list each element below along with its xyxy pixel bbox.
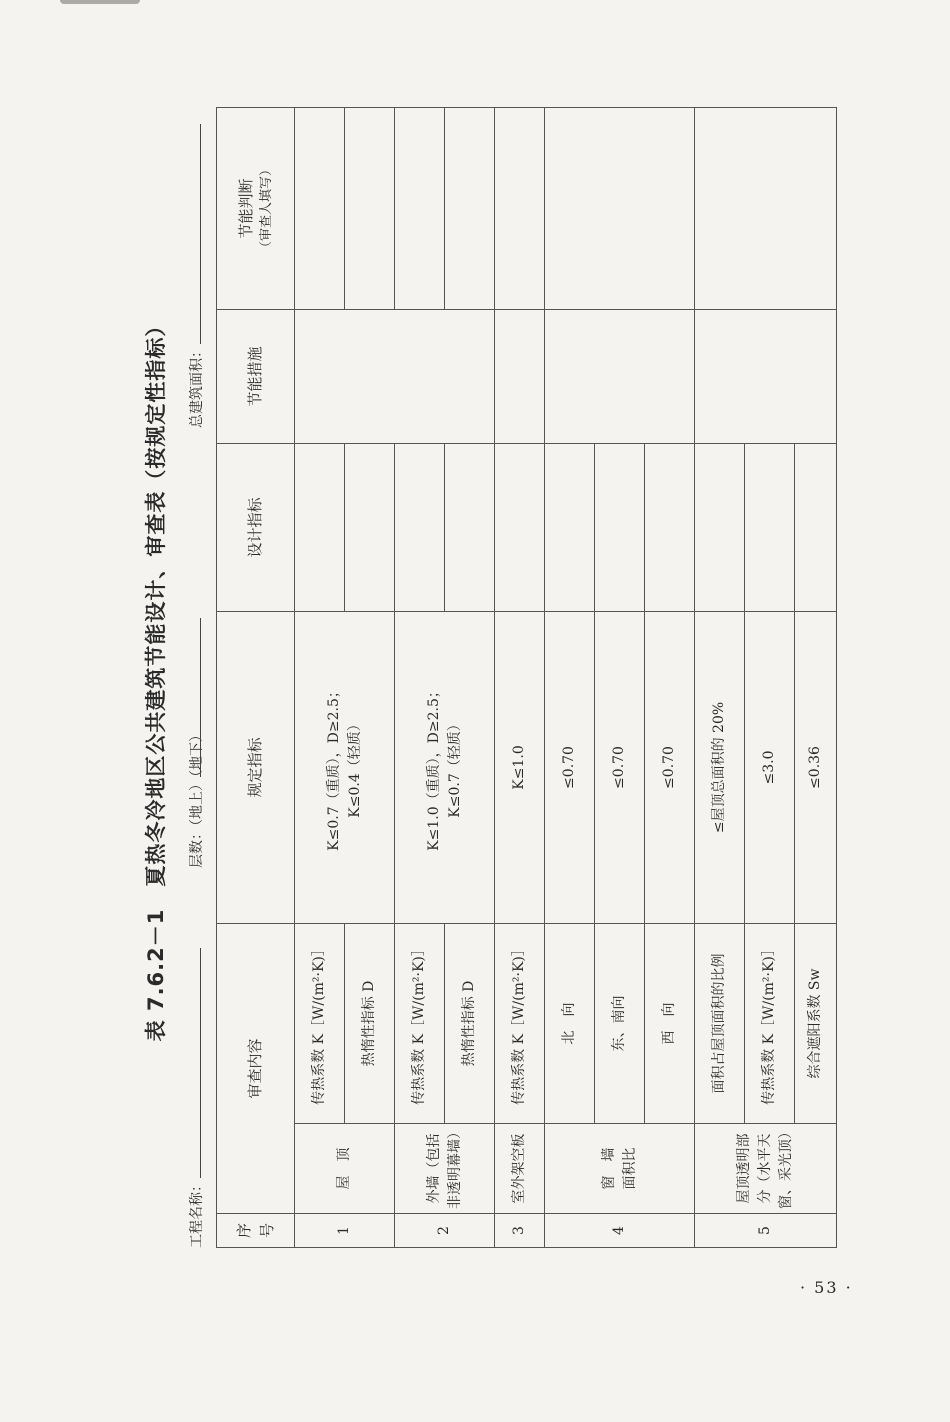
row2-judge-d[interactable] xyxy=(445,107,495,309)
row5-measures[interactable] xyxy=(695,309,837,443)
row1-design-k[interactable] xyxy=(295,443,345,611)
row5-spec-k: ≤3.0 xyxy=(745,611,795,923)
row5-seq: 5 xyxy=(695,1214,837,1248)
row4-design-east-south[interactable] xyxy=(595,443,645,611)
row5-name: 屋顶透明部 分（水平天 窗、采光顶） xyxy=(695,1124,837,1214)
row2-item-k: 传热系数 K［W/(m²·K)］ xyxy=(395,923,445,1123)
page-number: · 53 · xyxy=(800,1278,853,1297)
row3-name: 室外架空板 xyxy=(495,1124,545,1214)
row3-design[interactable] xyxy=(495,443,545,611)
rotated-document xyxy=(140,108,823,1248)
row4-seq: 4 xyxy=(545,1214,695,1248)
row3-seq: 3 xyxy=(495,1214,545,1248)
row5-design-k[interactable] xyxy=(745,443,795,611)
meta-line xyxy=(186,108,208,1248)
row5-item-sw: 综合遮阳系数 Sw xyxy=(795,923,837,1123)
row4-spec-north: ≤0.70 xyxy=(545,611,595,923)
row3-judge[interactable] xyxy=(495,107,545,309)
page-corner-mark xyxy=(60,0,140,4)
row4-north: 北 向 xyxy=(545,923,595,1123)
row5-item-k: 传热系数 K［W/(m²·K)］ xyxy=(745,923,795,1123)
row3-item-k: 传热系数 K［W/(m²·K)］ xyxy=(495,923,545,1123)
row2-design-k[interactable] xyxy=(395,443,445,611)
row1-name: 屋 顶 xyxy=(295,1124,395,1214)
total-area-blank xyxy=(186,124,201,344)
table-title: 表 7.6.2－1 夏热冬冷地区公共建筑节能设计、审查表（按规定性指标） xyxy=(144,314,168,1042)
row4-judge[interactable] xyxy=(545,107,695,309)
row1-judge-k[interactable] xyxy=(295,107,345,309)
row1-seq: 1 xyxy=(295,1214,395,1248)
row5-item-ratio: 面积占屋顶面积的比例 xyxy=(695,923,745,1123)
header-spec: 规定指标 xyxy=(217,611,295,923)
row4-east-south: 东、南向 xyxy=(595,923,645,1123)
row2-item-d: 热惰性指标 D xyxy=(445,923,495,1123)
row5-spec-ratio: ≤屋顶总面积的 20% xyxy=(695,611,745,923)
row1-item-d: 热惰性指标 D xyxy=(345,923,395,1123)
row2-seq: 2 xyxy=(395,1214,495,1248)
row5-spec-sw: ≤0.36 xyxy=(795,611,837,923)
row2-spec: K≤1.0（重质），D≥2.5； K≤0.7（轻质） xyxy=(395,611,495,923)
row4-spec-west: ≤0.70 xyxy=(645,611,695,923)
floors: 层数：（地上） （地下） xyxy=(186,728,206,868)
row4-name: 窗 墙 面积比 xyxy=(545,1124,695,1214)
row1-design-d[interactable] xyxy=(345,443,395,611)
project-name: 工程名称： xyxy=(186,1178,206,1248)
row5-judge[interactable] xyxy=(695,107,837,309)
row2-design-d[interactable] xyxy=(445,443,495,611)
header-content: 审查内容 xyxy=(217,923,295,1213)
row1-spec: K≤0.7（重质），D≥2.5； K≤0.4（轻质） xyxy=(295,611,395,923)
row4-measures[interactable] xyxy=(545,309,695,443)
row4-design-west[interactable] xyxy=(645,443,695,611)
row1-judge-d[interactable] xyxy=(345,107,395,309)
row5-design-ratio[interactable] xyxy=(695,443,745,611)
row2-judge-k[interactable] xyxy=(395,107,445,309)
measures-roof-wall[interactable] xyxy=(295,309,495,443)
row1-item-k: 传热系数 K［W/(m²·K)］ xyxy=(295,923,345,1123)
row3-spec: K≤1.0 xyxy=(495,611,545,923)
row4-design-north[interactable] xyxy=(545,443,595,611)
total-area: 总建筑面积： xyxy=(186,344,206,428)
row4-spec-east-south: ≤0.70 xyxy=(595,611,645,923)
floors-below-blank xyxy=(186,618,201,728)
row3-measures[interactable] xyxy=(495,309,545,443)
header-seq: 序号 xyxy=(217,1214,295,1248)
header-measures: 节能措施 xyxy=(217,309,295,443)
row4-west: 西 向 xyxy=(645,923,695,1123)
row5-design-sw[interactable] xyxy=(795,443,837,611)
row2-name: 外墙（包括 非透明幕墙） xyxy=(395,1124,495,1214)
header-judge: 节能判断 （审查人填写） xyxy=(217,107,295,309)
review-table xyxy=(216,107,837,1248)
project-name-blank xyxy=(186,948,201,1178)
header-design: 设计指标 xyxy=(217,443,295,611)
